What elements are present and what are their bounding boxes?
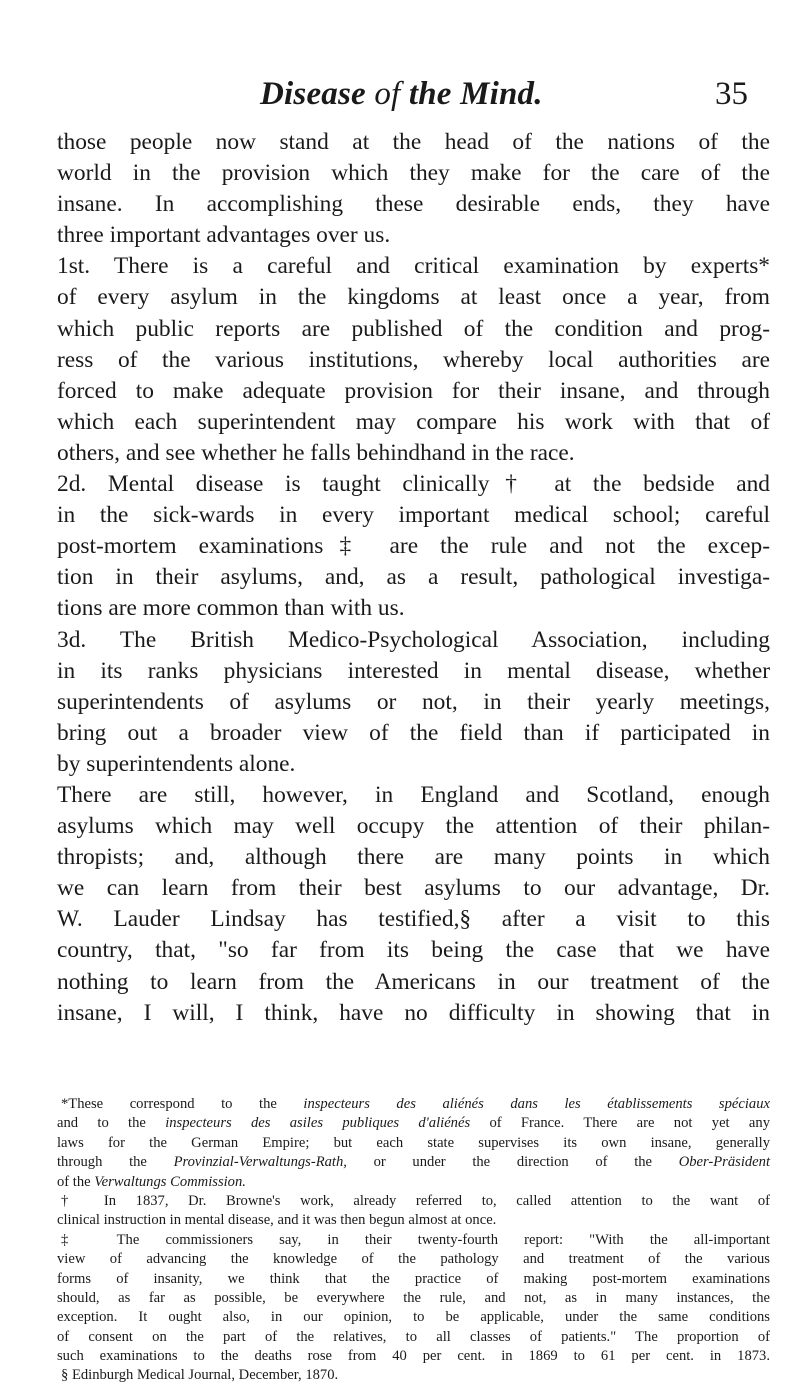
footnote-double-dagger-line: view of advancing the knowledge of the pathology and treatment of the various: [57, 1251, 770, 1268]
footnote-italic-text: Provinzial-Verwaltungs-Rath,: [173, 1154, 347, 1171]
footnote-double-dagger-line: of consent on the part of the relatives, to all classes of patients." The proportion of: [57, 1328, 770, 1345]
running-head: [260, 76, 543, 113]
body-line: world in the provision which they make for the care of the: [57, 160, 770, 187]
footnote-asterisk-line: [57, 1095, 770, 1114]
body-text: [57, 127, 770, 1029]
body-line: tion in their asylums, and, as a result, pathological investiga-: [57, 564, 770, 591]
body-line: ress of the various institutions, whereby local authorities are: [57, 346, 770, 373]
body-line: others, and see whether he falls behindhand in the race.: [57, 439, 575, 466]
page-header: [0, 76, 800, 120]
footnote-italic-text: inspecteurs des asiles publiques d'aliénés: [165, 1115, 471, 1132]
footnote-dagger-line: clinical instruction in mental disease, and it was then begun almost at once.: [57, 1212, 497, 1229]
body-line: W. Lauder Lindsay has testified,§ after a visit to this: [57, 906, 770, 933]
body-line: by superintendents alone.: [57, 750, 296, 777]
body-line: of every asylum in the kingdoms at least once a year, from: [57, 284, 770, 311]
footnote-asterisk-line: [57, 1153, 770, 1172]
footnote-text: of France. There are not yet any: [470, 1115, 770, 1132]
footnote-double-dagger-line: should, as far as possible, be everywhere the rule, and not, as in many instances, the: [57, 1289, 770, 1306]
body-line: 2d. Mental disease is taught clinically† at the bedside and: [57, 471, 770, 498]
body-line: insane, I will, I think, have no difficulty in showing that in: [57, 999, 770, 1026]
footnote-dagger-line: † In 1837, Dr. Browne's work, already referred to, called attention to the want of: [61, 1192, 770, 1209]
running-head-part-1: Disease: [260, 76, 366, 112]
body-line: we can learn from their best asylums to our advantage, Dr.: [57, 875, 770, 902]
body-line: bring out a broader view of the field than if participated in: [57, 719, 770, 746]
page-number: 35: [715, 76, 748, 112]
footnote-italic-text: inspecteurs des aliénés dans les établissements spéciaux: [303, 1096, 770, 1112]
body-line: superintendents of asylums or not, in their yearly meetings,: [57, 688, 770, 715]
body-line: nothing to learn from the Americans in our treatment of the: [57, 968, 770, 995]
body-line: tions are more common than with us.: [57, 595, 405, 622]
body-line: which each superintendent may compare his work with that of: [57, 408, 770, 435]
body-line: those people now stand at the head of the nations of the: [57, 129, 770, 155]
footnote-double-dagger-line: ‡ The commissioners say, in their twenty-fourth report: "With the all-important: [61, 1231, 770, 1248]
running-head-of: of: [374, 76, 401, 112]
body-line: which public reports are published of the condition and prog-: [57, 315, 770, 342]
body-line: There are still, however, in England and Scotland, enough: [57, 781, 770, 808]
footnote-text: *These correspond to the: [61, 1096, 304, 1112]
footnote-text: and to the: [57, 1115, 166, 1132]
running-head-part-2: the Mind.: [408, 76, 543, 112]
footnote-italic-text: Verwaltungs Commission.: [94, 1173, 246, 1190]
body-line: thropists; and, although there are many points in which: [57, 844, 770, 871]
body-line: insane. In accomplishing these desirable ends, they have: [57, 191, 770, 218]
footnotes: [57, 1095, 770, 1386]
body-line: in its ranks physicians interested in mental disease, whether: [57, 657, 770, 684]
footnote-text: of the: [57, 1173, 95, 1190]
footnote-asterisk-line: [57, 1114, 770, 1133]
footnote-text: through the: [57, 1154, 174, 1171]
body-line: post-mortem examinations‡ are the rule and not the excep-: [57, 533, 770, 560]
footnote-asterisk-line: laws for the German Empire; but each state supervises its own insane, generally: [57, 1134, 770, 1151]
body-line: 3d. The British Medico-Psychological Association, including: [57, 626, 770, 653]
body-line: country, that, "so far from its being the case that we have: [57, 937, 770, 964]
footnote-section-line: § Edinburgh Medical Journal, December, 1870.: [61, 1367, 339, 1384]
footnote-asterisk-line: [57, 1173, 770, 1192]
body-line: asylums which may well occupy the attention of their philan-: [57, 813, 770, 840]
footnote-double-dagger-line: forms of insanity, we think that the practice of making post-mortem examinations: [57, 1270, 770, 1287]
body-line: three important advantages over us.: [57, 222, 391, 249]
body-line: forced to make adequate provision for their insane, and through: [57, 377, 770, 404]
body-line: 1st. There is a careful and critical examination by experts*: [57, 253, 770, 280]
body-line: in the sick-wards in every important medical school; careful: [57, 502, 770, 529]
footnote-text: or under the direction of the: [346, 1154, 679, 1171]
footnote-double-dagger-line: such examinations to the deaths rose from 40 per cent. in 1869 to 61 per cent. in 1873.: [57, 1348, 770, 1365]
footnote-double-dagger-line: exception. It ought also, in our opinion, to be applicable, under the same conditions: [57, 1309, 770, 1326]
footnote-italic-text: Ober-Präsident: [678, 1154, 771, 1171]
